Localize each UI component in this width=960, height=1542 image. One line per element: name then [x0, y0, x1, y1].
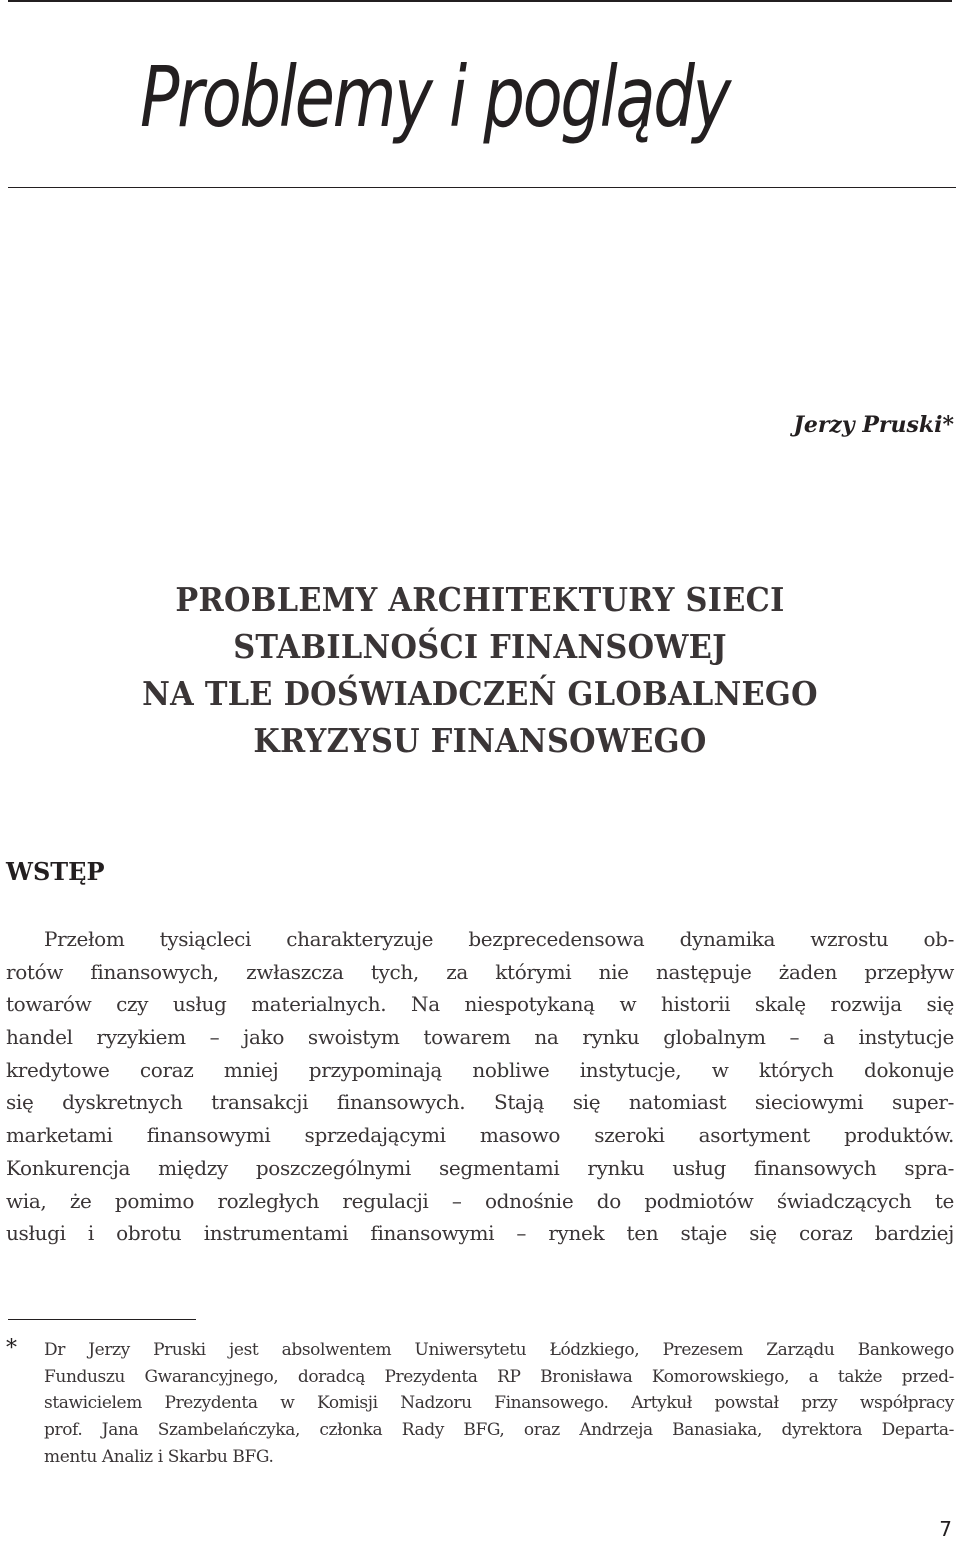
article-title-line: NA TLE DOŚWIADCZEŃ GLOBALNEGO	[142, 674, 818, 713]
section-title: Problemy i poglądy	[140, 48, 729, 146]
body-line: Konkurencja między poszczególnymi segmentami rynku usług finansowych spra-	[6, 1155, 954, 1180]
article-title-line: PROBLEMY ARCHITEKTURY SIECI	[175, 580, 785, 619]
body-line: marketami finansowymi sprzedającymi masowo szeroki asortyment produktów.	[6, 1123, 954, 1148]
footnote-line: stawicielem Prezydenta w Komisji Nadzoru Finansowego. Artykuł powstał przy współpracy	[44, 1393, 954, 1414]
body-line: towarów czy usług materialnych. Na niespotykaną w historii skalę rozwija się	[6, 992, 954, 1017]
footnote-line: mentu Analiz i Skarbu BFG.	[44, 1446, 274, 1467]
top-rule	[8, 0, 952, 2]
title-rule	[8, 187, 956, 188]
author-name: Jerzy Pruski*	[793, 412, 954, 438]
body-line: handel ryzykiem – jako swoistym towarem na rynku globalnym – a instytucje	[6, 1025, 954, 1050]
body-paragraph	[6, 923, 954, 1250]
section-heading: WSTĘP	[6, 857, 105, 886]
page-number: 7	[939, 1517, 952, 1541]
body-line: rotów finansowych, zwłaszcza tych, za którymi nie następuje żaden przepływ	[6, 959, 954, 984]
article-title	[0, 576, 960, 764]
body-line: Przełom tysiącleci charakteryzuje bezprecedensowa dynamika wzrostu ob-	[44, 927, 954, 951]
footnote-line: Funduszu Gwarancyjnego, doradcą Prezydenta RP Bronisława Komorowskiego, a także przed-	[44, 1366, 954, 1387]
body-line: się dyskretnych transakcji finansowych. Stają się natomiast sieciowymi super-	[6, 1090, 954, 1115]
footnote-text	[44, 1337, 954, 1470]
article-title-line: KRYZYSU FINANSOWEGO	[253, 721, 707, 760]
body-line: kredytowe coraz mniej przypominają nobliwe instytucje, w których dokonuje	[6, 1057, 954, 1082]
footnote-mark: *	[6, 1336, 17, 1361]
footnote-line: prof. Jana Szambelańczyka, członka Rady BFG, oraz Andrzeja Banasiaka, dyrektora Departa-	[44, 1420, 954, 1441]
body-line: wia, że pomimo rozległych regulacji – odnośnie do podmiotów świadczących te	[6, 1188, 954, 1213]
article-title-line: STABILNOŚCI FINANSOWEJ	[233, 627, 727, 666]
footnote-rule	[8, 1319, 196, 1320]
footnote-line: Dr Jerzy Pruski jest absolwentem Uniwersytetu Łódzkiego, Prezesem Zarządu Bankowego	[44, 1340, 954, 1360]
body-line: usługi i obrotu instrumentami finansowymi – rynek ten staje się coraz bardziej	[6, 1221, 954, 1246]
